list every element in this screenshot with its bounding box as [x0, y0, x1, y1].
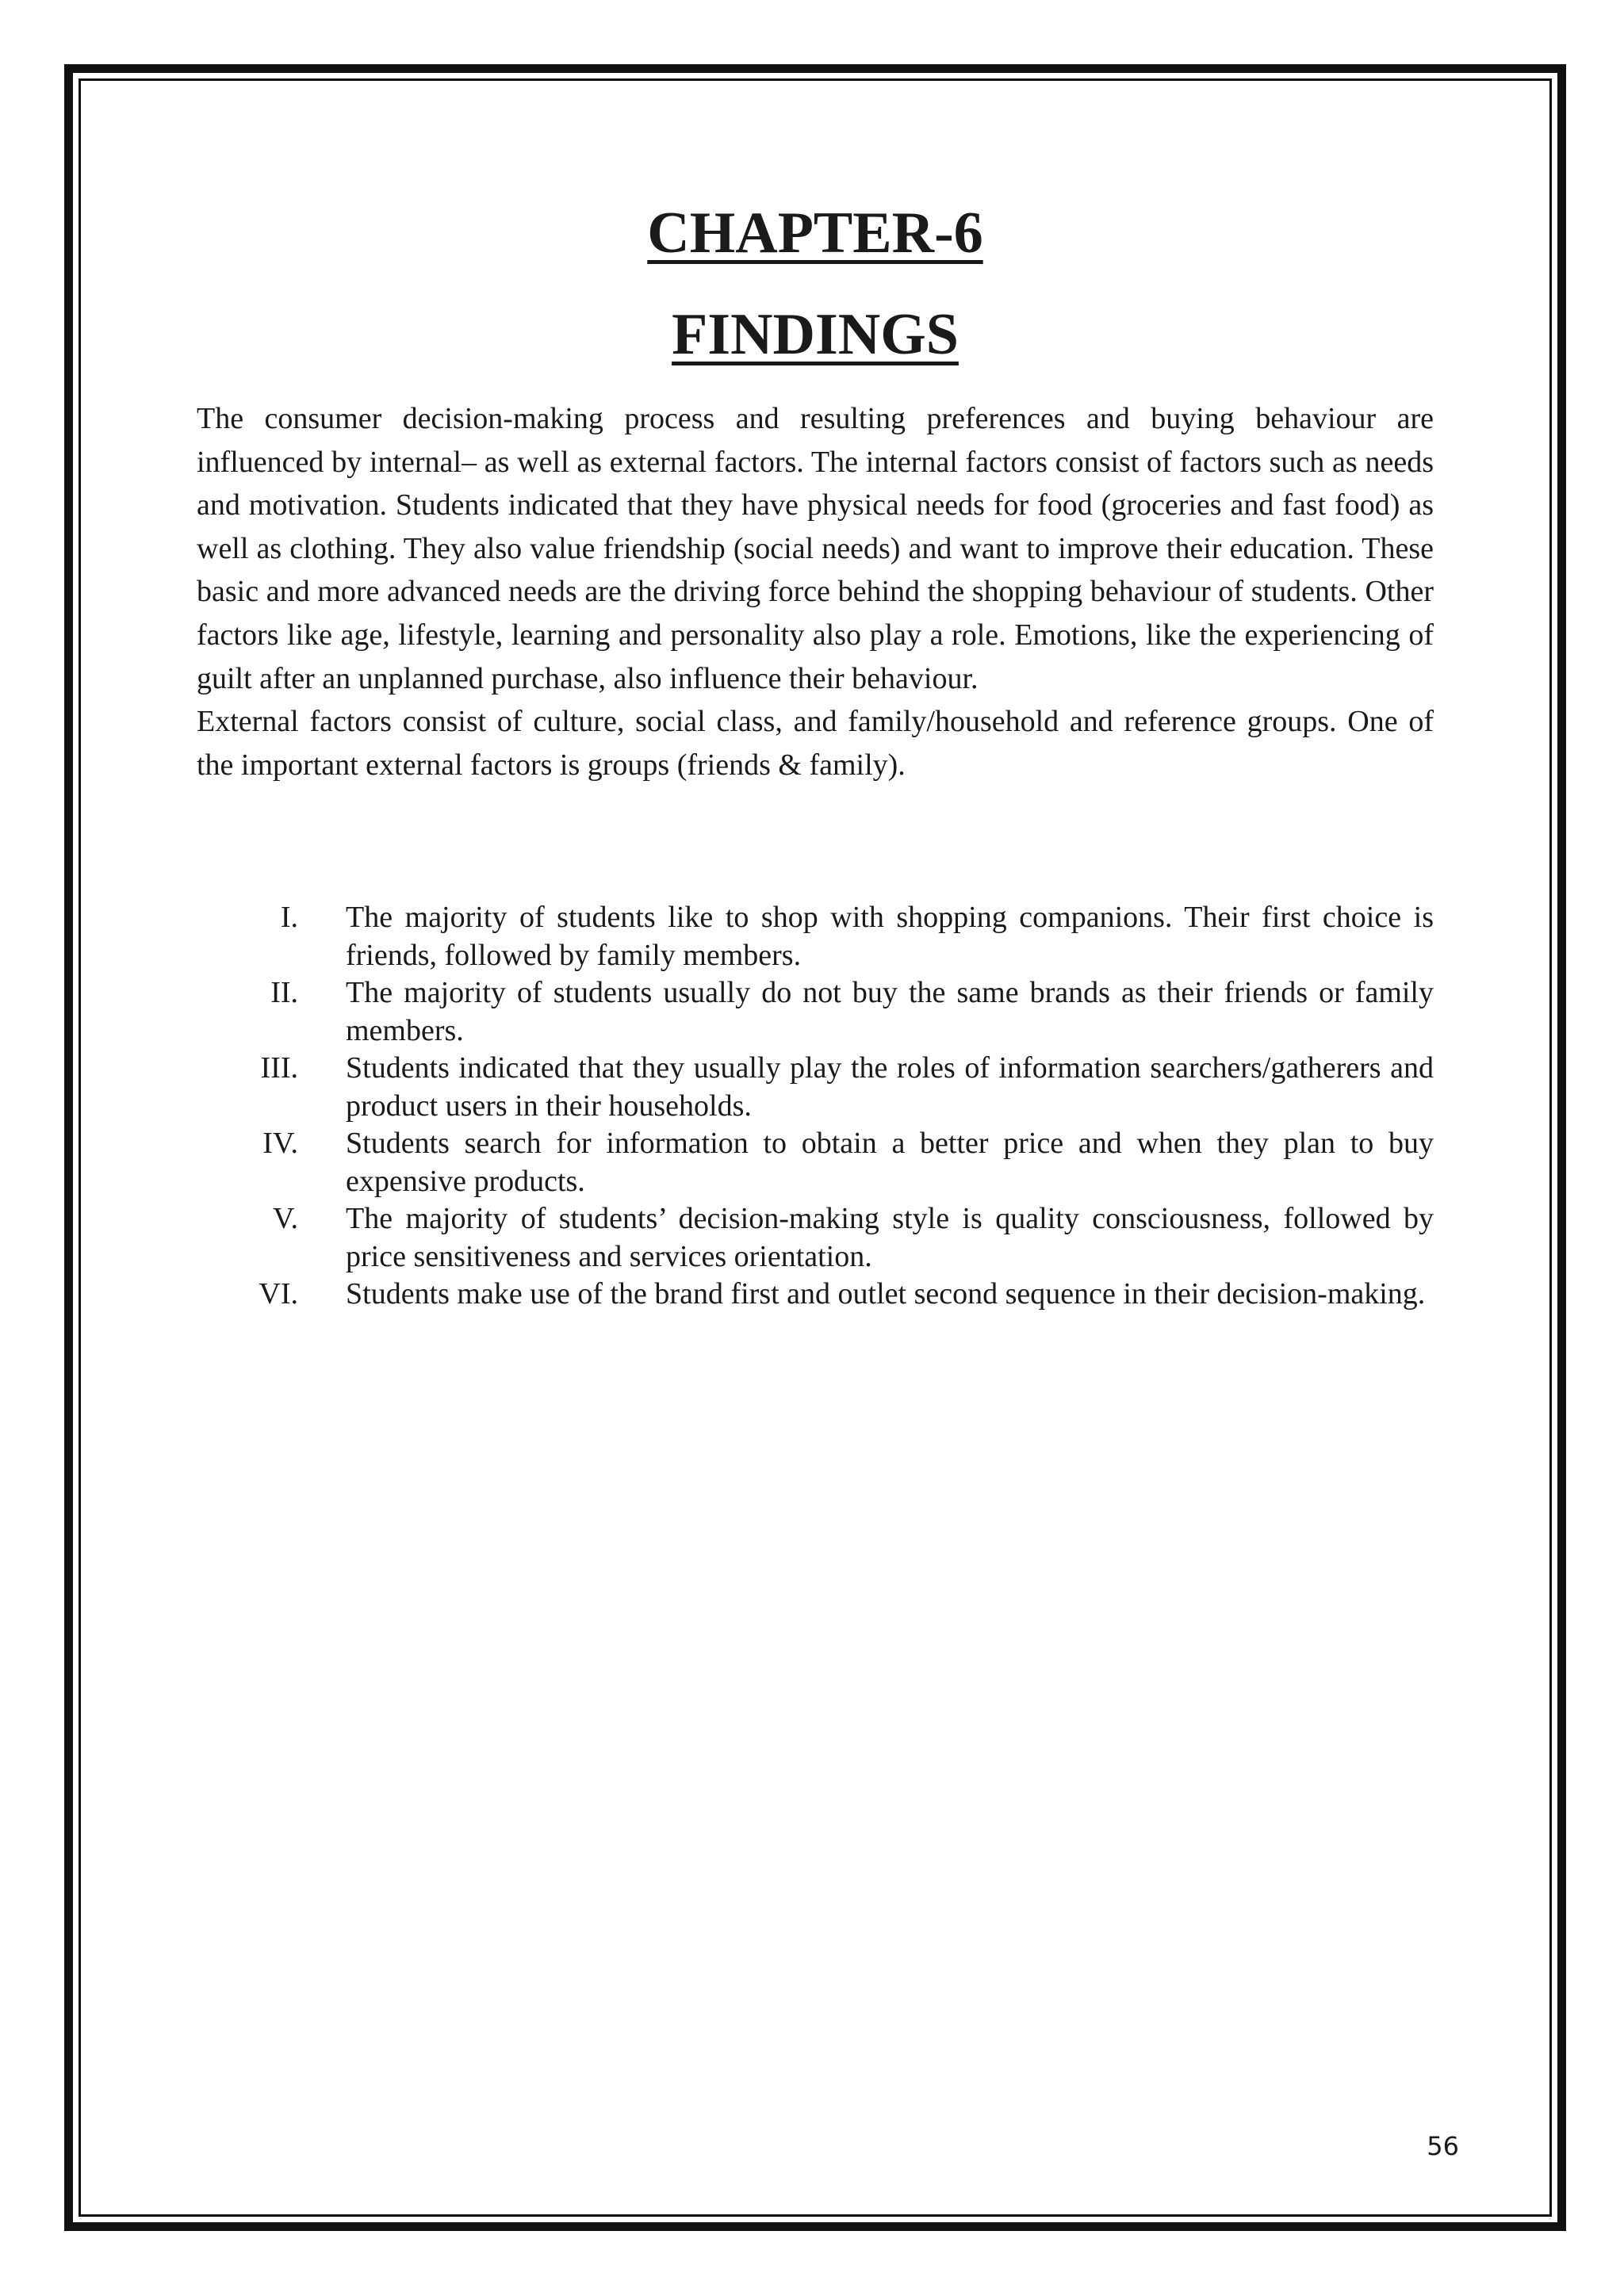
finding-numeral: III. [260, 1051, 298, 1085]
finding-numeral: IV. [262, 1127, 298, 1161]
finding-numeral: II. [270, 976, 298, 1010]
finding-numeral: I. [280, 901, 298, 935]
page-number: 56 [1427, 2131, 1459, 2161]
chapter-title: CHAPTER-6 [647, 201, 983, 266]
finding-text: Students search for information to obtain a better price and when they plan to buy expensive products. [346, 1127, 1434, 1198]
intro-paragraph: The consumer decision-making process and resulting preferences and buying behaviour are influenced by internal– as well as external factors. The internal factors consist of factors such as needs and motivation. Students indicated that they have physical needs for food (groceries and fast food) as well as clothing. They also value friendship (social needs) and want to improve their education. These basic and more advanced needs are the driving force behind the shopping behaviour of students. Other factors like age, lifestyle, learning and personality also play a role. Emotions, like the experiencing of guilt after an unplanned purchase, also influence their behaviour. [197, 402, 1434, 695]
section-title: FINDINGS [672, 302, 959, 367]
finding-item [197, 1276, 1434, 1314]
finding-text: The majority of students usually do not buy the same brands as their friends or family members. [346, 976, 1434, 1047]
finding-text: Students indicated that they usually play the roles of information searchers/gatherers and product users in their households. [346, 1051, 1434, 1123]
page-content [197, 190, 1434, 1344]
finding-text: Students make use of the brand first and outlet second sequence in their decision-making. [346, 1277, 1426, 1311]
finding-item [197, 1200, 1434, 1276]
finding-numeral: VI. [259, 1277, 298, 1311]
findings-list [197, 899, 1434, 1314]
finding-item [197, 899, 1434, 974]
finding-text: The majority of students’ decision-making style is quality consciousness, followed by price sensitiveness and services orientation. [346, 1202, 1434, 1273]
intro-paragraph: External factors consist of culture, social class, and family/household and reference groups. One of the important external factors is groups (friends & family). [197, 705, 1434, 782]
finding-item [197, 1125, 1434, 1200]
intro-text [197, 397, 1434, 786]
finding-text: The majority of students like to shop with shopping companions. Their first choice is friends, followed by family members. [346, 901, 1434, 972]
finding-item [197, 1050, 1434, 1125]
finding-numeral: V. [272, 1202, 298, 1236]
finding-item [197, 974, 1434, 1050]
